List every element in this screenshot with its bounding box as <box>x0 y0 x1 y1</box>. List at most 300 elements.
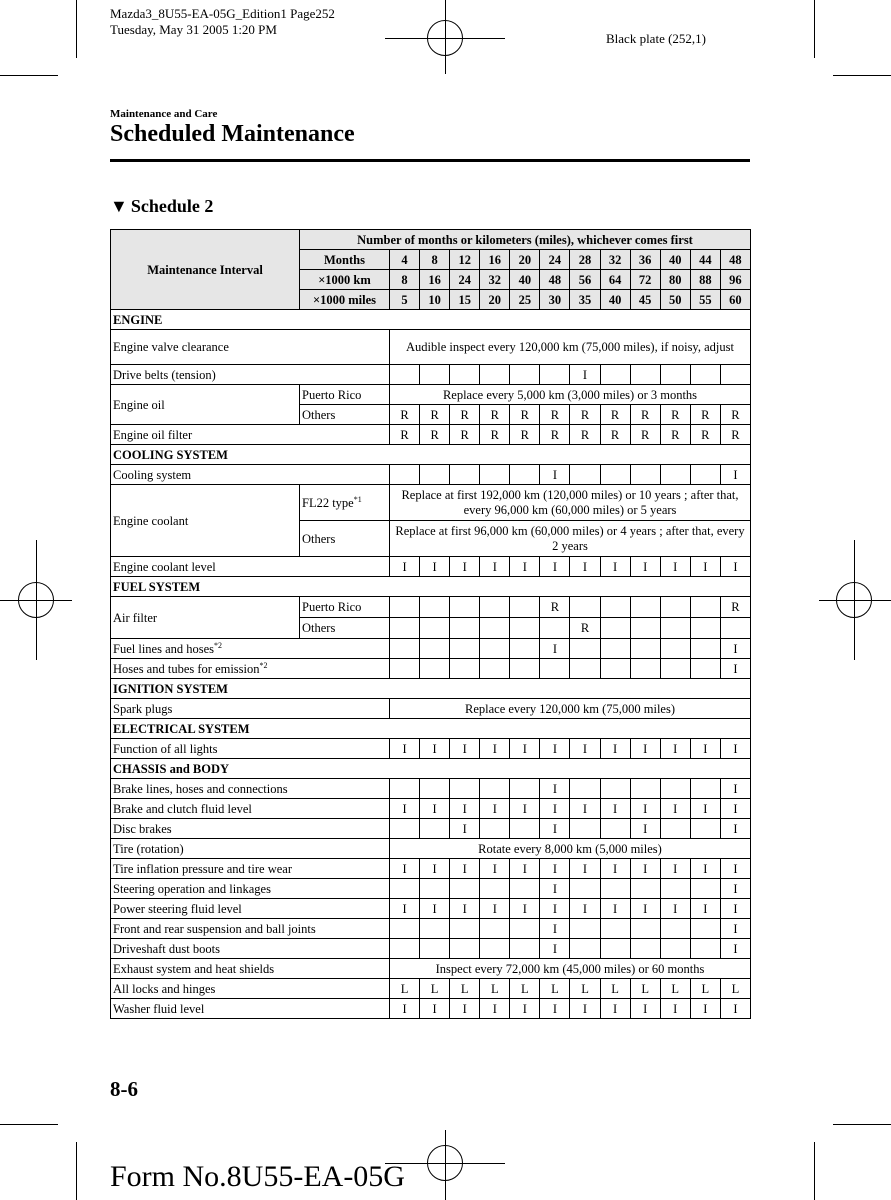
interval-cell: R <box>480 425 510 445</box>
interval-cell: R <box>600 405 630 425</box>
interval-cell <box>600 919 630 939</box>
interval-cell <box>420 597 450 618</box>
interval-cell <box>510 639 540 659</box>
interval-cell: L <box>390 979 420 999</box>
miles-value: 15 <box>450 290 480 310</box>
interval-cell <box>450 919 480 939</box>
interval-cell: I <box>510 859 540 879</box>
interval-cell: I <box>720 819 750 839</box>
sub-label: Others <box>300 618 390 639</box>
interval-cell <box>600 939 630 959</box>
interval-cell <box>480 819 510 839</box>
item-label: Engine coolant level <box>111 557 390 577</box>
interval-cell: I <box>480 859 510 879</box>
interval-cell: I <box>720 899 750 919</box>
interval-note: Replace at first 192,000 km (120,000 miles) or 10 years ; after that, every 96,000 km (60,000 miles) or 5 years <box>390 485 751 521</box>
ignition-section-row <box>111 679 751 699</box>
interval-cell: R <box>450 425 480 445</box>
months-value: 40 <box>660 250 690 270</box>
print-header <box>110 6 335 38</box>
interval-caption: Number of months or kilometers (miles), whichever comes first <box>300 230 751 250</box>
interval-cell: R <box>720 425 750 445</box>
miles-value: 60 <box>720 290 750 310</box>
washer-row <box>111 999 751 1019</box>
crop-mark <box>76 0 77 58</box>
interval-cell <box>450 465 480 485</box>
interval-cell: R <box>390 405 420 425</box>
interval-cell <box>690 365 720 385</box>
schedule-title: Schedule 2 <box>130 196 214 216</box>
miles-value: 45 <box>630 290 660 310</box>
interval-cell <box>600 365 630 385</box>
interval-cell: R <box>660 405 690 425</box>
months-value: 24 <box>540 250 570 270</box>
interval-cell: I <box>690 899 720 919</box>
interval-cell: I <box>510 739 540 759</box>
locks-row <box>111 979 751 999</box>
crop-mark <box>0 1124 58 1125</box>
interval-cell: I <box>570 739 600 759</box>
interval-cell <box>390 465 420 485</box>
interval-cell: I <box>480 899 510 919</box>
crop-mark <box>76 1142 77 1200</box>
months-value: 36 <box>630 250 660 270</box>
section-label: Maintenance and Care <box>110 108 218 120</box>
interval-cell: I <box>570 999 600 1019</box>
interval-cell: R <box>690 405 720 425</box>
interval-cell <box>450 639 480 659</box>
miles-value: 30 <box>540 290 570 310</box>
interval-cell: R <box>690 425 720 445</box>
interval-cell: I <box>630 819 660 839</box>
interval-cell <box>660 639 690 659</box>
interval-cell: I <box>660 739 690 759</box>
interval-note: Replace at first 96,000 km (60,000 miles) or 4 years ; after that, every 2 years <box>390 521 751 557</box>
interval-cell <box>720 365 750 385</box>
interval-cell <box>630 779 660 799</box>
interval-cell: I <box>420 899 450 919</box>
km-value: 88 <box>690 270 720 290</box>
section-title: COOLING SYSTEM <box>111 445 751 465</box>
interval-cell: R <box>570 618 600 639</box>
interval-cell: I <box>540 859 570 879</box>
interval-cell: I <box>420 999 450 1019</box>
miles-label: ×1000 miles <box>300 290 390 310</box>
months-value: 48 <box>720 250 750 270</box>
interval-cell: I <box>570 859 600 879</box>
interval-cell <box>660 819 690 839</box>
tire-pressure-row <box>111 859 751 879</box>
km-value: 8 <box>390 270 420 290</box>
interval-cell: I <box>420 557 450 577</box>
interval-cell <box>600 465 630 485</box>
interval-cell <box>570 465 600 485</box>
interval-cell <box>660 618 690 639</box>
interval-cell: I <box>570 365 600 385</box>
interval-cell: I <box>510 557 540 577</box>
interval-cell: I <box>570 799 600 819</box>
interval-cell: I <box>390 859 420 879</box>
registration-line <box>445 0 446 74</box>
interval-cell: I <box>570 899 600 919</box>
interval-cell: I <box>690 739 720 759</box>
interval-cell: I <box>660 557 690 577</box>
interval-cell <box>510 779 540 799</box>
interval-cell <box>630 659 660 679</box>
interval-cell: L <box>510 979 540 999</box>
item-label: Tire (rotation) <box>111 839 390 859</box>
item-label: Engine coolant <box>111 485 300 557</box>
interval-note: Replace every 5,000 km (3,000 miles) or 3 months <box>390 385 751 405</box>
interval-cell: I <box>660 899 690 919</box>
interval-cell <box>450 779 480 799</box>
interval-cell: R <box>540 597 570 618</box>
form-number: Form No.8U55-EA-05G <box>110 1160 405 1193</box>
interval-cell: I <box>690 859 720 879</box>
months-label: Months <box>300 250 390 270</box>
interval-cell <box>690 879 720 899</box>
item-label: Function of all lights <box>111 739 390 759</box>
item-label: Cooling system <box>111 465 390 485</box>
interval-cell: I <box>390 899 420 919</box>
title-rule <box>110 159 750 162</box>
interval-cell: L <box>420 979 450 999</box>
interval-cell <box>660 919 690 939</box>
interval-cell <box>570 639 600 659</box>
interval-cell <box>510 597 540 618</box>
interval-note: Replace every 120,000 km (75,000 miles) <box>390 699 751 719</box>
interval-cell: R <box>510 405 540 425</box>
interval-cell: I <box>720 799 750 819</box>
item-label: Engine valve clearance <box>111 330 390 365</box>
miles-value: 25 <box>510 290 540 310</box>
interval-cell <box>690 919 720 939</box>
interval-cell <box>540 659 570 679</box>
item-label: Brake lines, hoses and connections <box>111 779 390 799</box>
interval-cell <box>510 659 540 679</box>
interval-cell: I <box>480 739 510 759</box>
interval-cell: I <box>450 557 480 577</box>
interval-cell <box>420 659 450 679</box>
interval-cell <box>570 879 600 899</box>
interval-cell: I <box>720 999 750 1019</box>
interval-cell: L <box>540 979 570 999</box>
item-label: Steering operation and linkages <box>111 879 390 899</box>
item-label: Air filter <box>111 597 300 639</box>
drive-belts-row <box>111 365 751 385</box>
interval-cell <box>390 779 420 799</box>
interval-cell <box>390 919 420 939</box>
suspension-row <box>111 919 751 939</box>
page-number: 8-6 <box>110 1077 138 1101</box>
km-value: 64 <box>600 270 630 290</box>
electrical-section-row <box>111 719 751 739</box>
interval-cell: R <box>720 597 750 618</box>
interval-cell <box>480 365 510 385</box>
interval-cell <box>390 597 420 618</box>
km-value: 40 <box>510 270 540 290</box>
interval-cell: I <box>690 999 720 1019</box>
interval-cell: I <box>720 739 750 759</box>
interval-cell: I <box>630 999 660 1019</box>
interval-cell <box>600 597 630 618</box>
interval-cell: I <box>540 879 570 899</box>
interval-cell: I <box>390 739 420 759</box>
interval-cell <box>390 879 420 899</box>
interval-cell: I <box>600 739 630 759</box>
interval-cell: I <box>540 799 570 819</box>
interval-cell <box>390 939 420 959</box>
interval-cell: I <box>690 799 720 819</box>
engine-section-row <box>111 310 751 330</box>
item-label: Exhaust system and heat shields <box>111 959 390 979</box>
km-value: 80 <box>660 270 690 290</box>
miles-value: 35 <box>570 290 600 310</box>
print-header-date: Tuesday, May 31 2005 1:20 PM <box>110 22 277 37</box>
valve-clearance-row <box>111 330 751 365</box>
interval-cell: I <box>450 799 480 819</box>
schedule-heading <box>110 196 213 217</box>
print-plate: Black plate (252,1) <box>606 31 706 46</box>
interval-cell: I <box>630 557 660 577</box>
interval-cell <box>510 939 540 959</box>
interval-cell <box>480 919 510 939</box>
section-title: FUEL SYSTEM <box>111 577 751 597</box>
months-value: 44 <box>690 250 720 270</box>
fuel-section-row <box>111 577 751 597</box>
interval-cell: I <box>630 739 660 759</box>
chassis-section-row <box>111 759 751 779</box>
item-label: All locks and hinges <box>111 979 390 999</box>
interval-cell: L <box>450 979 480 999</box>
crop-mark <box>0 75 58 76</box>
sub-label: Puerto Rico <box>300 597 390 618</box>
interval-cell <box>480 779 510 799</box>
interval-cell <box>570 597 600 618</box>
item-label: Brake and clutch fluid level <box>111 799 390 819</box>
km-value: 16 <box>420 270 450 290</box>
item-label: Spark plugs <box>111 699 390 719</box>
interval-cell <box>600 879 630 899</box>
interval-cell: I <box>540 779 570 799</box>
item-label <box>111 639 390 659</box>
interval-cell <box>690 618 720 639</box>
interval-cell: I <box>720 859 750 879</box>
engine-oil-pr-row <box>111 385 751 405</box>
item-label: Front and rear suspension and ball joints <box>111 919 390 939</box>
interval-cell: I <box>630 859 660 879</box>
miles-value: 50 <box>660 290 690 310</box>
interval-cell: I <box>450 999 480 1019</box>
interval-cell <box>570 819 600 839</box>
interval-cell: I <box>690 557 720 577</box>
sub-label-text: FL22 type <box>302 495 354 510</box>
interval-cell: I <box>720 659 750 679</box>
print-header-file: Mazda3_8U55-EA-05G_Edition1 Page252 <box>110 6 335 21</box>
interval-cell: L <box>600 979 630 999</box>
km-label: ×1000 km <box>300 270 390 290</box>
interval-cell: R <box>570 425 600 445</box>
interval-cell: R <box>570 405 600 425</box>
interval-cell <box>630 365 660 385</box>
interval-cell <box>450 879 480 899</box>
page-title: Scheduled Maintenance <box>110 121 355 147</box>
sub-label <box>300 485 390 521</box>
footnote-marker: *1 <box>353 494 362 504</box>
item-label: Washer fluid level <box>111 999 390 1019</box>
interval-cell: I <box>540 939 570 959</box>
interval-cell: I <box>540 639 570 659</box>
section-title: ELECTRICAL SYSTEM <box>111 719 751 739</box>
interval-cell <box>690 597 720 618</box>
interval-cell <box>660 465 690 485</box>
crop-mark <box>833 1124 891 1125</box>
interval-cell <box>660 779 690 799</box>
interval-cell <box>510 365 540 385</box>
interval-cell <box>600 659 630 679</box>
coolant-level-row <box>111 557 751 577</box>
interval-cell: I <box>540 919 570 939</box>
interval-cell <box>390 618 420 639</box>
interval-cell: I <box>630 899 660 919</box>
interval-cell: I <box>450 859 480 879</box>
interval-cell: I <box>390 799 420 819</box>
item-label: Disc brakes <box>111 819 390 839</box>
ps-fluid-row <box>111 899 751 919</box>
interval-cell: I <box>540 899 570 919</box>
interval-cell <box>480 465 510 485</box>
interval-cell <box>600 618 630 639</box>
interval-cell: I <box>540 465 570 485</box>
interval-note: Rotate every 8,000 km (5,000 miles) <box>390 839 751 859</box>
interval-cell <box>450 597 480 618</box>
interval-cell <box>480 618 510 639</box>
interval-cell: I <box>720 779 750 799</box>
interval-cell: R <box>540 405 570 425</box>
disc-brakes-row <box>111 819 751 839</box>
interval-cell: L <box>570 979 600 999</box>
interval-cell: I <box>480 557 510 577</box>
interval-cell: L <box>480 979 510 999</box>
interval-cell <box>660 879 690 899</box>
interval-cell <box>630 465 660 485</box>
interval-cell <box>570 779 600 799</box>
section-title: IGNITION SYSTEM <box>111 679 751 699</box>
interval-cell: I <box>450 899 480 919</box>
interval-cell <box>510 819 540 839</box>
lights-row <box>111 739 751 759</box>
interval-cell: I <box>540 819 570 839</box>
triangle-down-icon: ▼ <box>110 196 128 216</box>
interval-cell <box>660 365 690 385</box>
interval-cell <box>690 819 720 839</box>
interval-cell <box>660 597 690 618</box>
interval-cell <box>690 465 720 485</box>
interval-cell <box>450 659 480 679</box>
crop-mark <box>814 1142 815 1200</box>
steering-row <box>111 879 751 899</box>
interval-cell <box>420 465 450 485</box>
interval-cell <box>600 639 630 659</box>
maintenance-interval-header: Maintenance Interval <box>111 230 300 310</box>
brake-lines-row <box>111 779 751 799</box>
interval-cell: I <box>720 465 750 485</box>
interval-cell: I <box>420 859 450 879</box>
interval-cell: L <box>720 979 750 999</box>
interval-cell: R <box>540 425 570 445</box>
interval-cell <box>720 618 750 639</box>
interval-cell <box>570 659 600 679</box>
brake-fluid-row <box>111 799 751 819</box>
interval-cell <box>660 939 690 959</box>
interval-cell: I <box>390 999 420 1019</box>
km-value: 72 <box>630 270 660 290</box>
cooling-system-row <box>111 465 751 485</box>
months-value: 28 <box>570 250 600 270</box>
km-value: 56 <box>570 270 600 290</box>
months-value: 20 <box>510 250 540 270</box>
miles-value: 55 <box>690 290 720 310</box>
interval-cell: I <box>450 819 480 839</box>
interval-cell <box>570 939 600 959</box>
interval-cell: I <box>510 999 540 1019</box>
interval-cell: I <box>600 999 630 1019</box>
interval-cell: I <box>660 999 690 1019</box>
interval-cell <box>540 618 570 639</box>
interval-note: Inspect every 72,000 km (45,000 miles) or 60 months <box>390 959 751 979</box>
interval-cell <box>600 779 630 799</box>
interval-cell <box>480 879 510 899</box>
interval-cell <box>480 639 510 659</box>
interval-cell: I <box>600 859 630 879</box>
interval-cell: I <box>420 799 450 819</box>
interval-cell: I <box>450 739 480 759</box>
miles-value: 20 <box>480 290 510 310</box>
air-filter-pr-row <box>111 597 751 618</box>
interval-cell <box>480 597 510 618</box>
item-label: Drive belts (tension) <box>111 365 390 385</box>
interval-cell <box>630 639 660 659</box>
interval-cell <box>420 919 450 939</box>
item-label: Engine oil <box>111 385 300 425</box>
item-label: Driveshaft dust boots <box>111 939 390 959</box>
spark-plugs-row <box>111 699 751 719</box>
interval-cell <box>510 919 540 939</box>
interval-note: Audible inspect every 120,000 km (75,000 miles), if noisy, adjust <box>390 330 751 365</box>
interval-cell <box>630 879 660 899</box>
interval-cell: I <box>720 557 750 577</box>
interval-cell: R <box>630 405 660 425</box>
interval-cell <box>480 659 510 679</box>
interval-cell: I <box>630 799 660 819</box>
interval-cell: R <box>420 425 450 445</box>
interval-cell: R <box>630 425 660 445</box>
interval-cell: I <box>600 899 630 919</box>
interval-cell <box>630 939 660 959</box>
interval-cell <box>390 365 420 385</box>
interval-cell <box>630 618 660 639</box>
interval-cell: R <box>450 405 480 425</box>
interval-cell: R <box>720 405 750 425</box>
emission-hoses-row <box>111 659 751 679</box>
interval-cell: R <box>420 405 450 425</box>
km-value: 24 <box>450 270 480 290</box>
interval-cell: I <box>540 739 570 759</box>
interval-cell <box>450 618 480 639</box>
interval-cell: I <box>540 999 570 1019</box>
interval-cell: I <box>540 557 570 577</box>
interval-cell <box>480 939 510 959</box>
